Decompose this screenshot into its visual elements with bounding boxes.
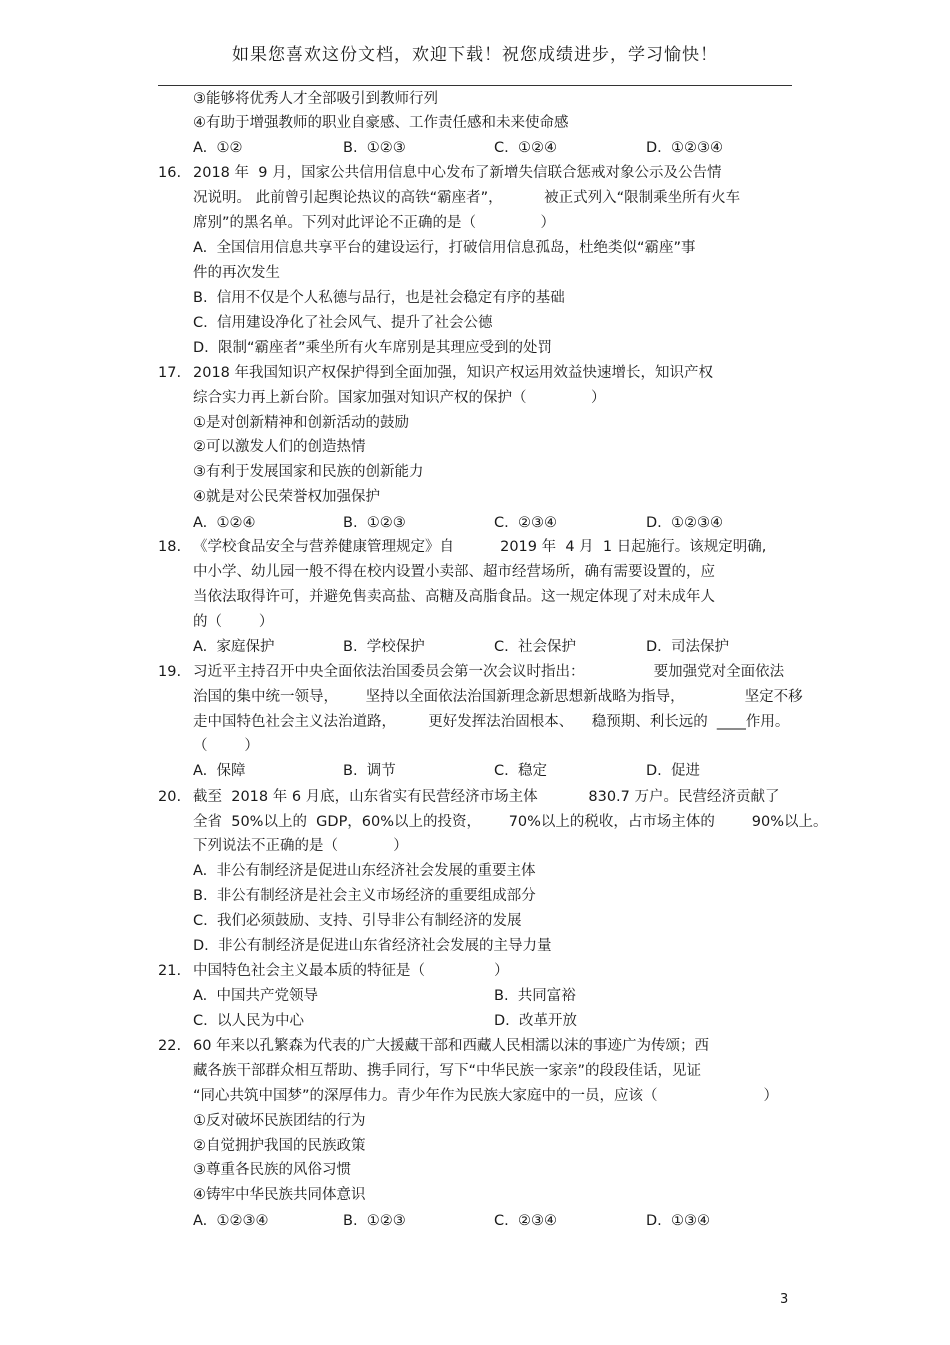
q22-item-3: ③尊重各民族的风俗习惯 [193, 1162, 351, 1178]
q15-option-c: C. ①②④ [494, 140, 557, 156]
q22-stem-line: 藏各族干部群众相互帮助、携手同行，写下“中华民族一家亲”的段段佳话，见证 [193, 1063, 702, 1079]
q16-option-d: D. 限制“霸座者”乘坐所有火车席别是其理应受到的处罚 [193, 340, 553, 356]
q16-option-a: A. 全国信用信息共享平台的建设运行，打破信用信息孤岛，杜绝类似“霸座”事 [193, 240, 696, 256]
page-header: 如果您喜欢这份文档，欢迎下载！祝您成绩进步，学习愉快！ [232, 45, 718, 65]
q22-option-d: D. ①③④ [646, 1213, 710, 1229]
q19-option-c: C. 稳定 [494, 763, 547, 779]
q18-stem-line: 中小学、幼儿园一般不得在校内设置小卖部、超市经营场所，确有需要设置的，应 [193, 564, 715, 580]
q15-option-a: A. ①② [193, 140, 243, 156]
q18-stem-line: 《学校食品安全与营养健康管理规定》自 2019 年 4 月 1 日起施行。该规定明确, [193, 539, 767, 555]
q22-option-a: A. ①②③④ [193, 1213, 269, 1229]
q20-stem-line: 截至 2018 年 6 月底，山东省实有民营经济市场主体 830.7 万户。民营经济贡献了 [193, 789, 780, 805]
q17-option-a: A. ①②④ [193, 515, 256, 531]
q22-item-2: ②自觉拥护我国的民族政策 [193, 1138, 366, 1154]
q20-option-a: A. 非公有制经济是促进山东经济社会发展的重要主体 [193, 863, 536, 879]
q16-stem-line: 2018 年 9 月，国家公共信用信息中心发布了新增失信联合惩戒对象公示及公告情 [193, 165, 722, 181]
q17-stem-line: 综合实力再上新台阶。国家加强对知识产权的保护（ ） [193, 390, 606, 406]
q18-stem-line: 当依法取得许可，并避免售卖高盐、高糖及高脂食品。这一规定体现了对未成年人 [193, 589, 715, 605]
q18-option-a: A. 家庭保护 [193, 639, 275, 655]
q17-item-3: ③有利于发展国家和民族的创新能力 [193, 464, 424, 480]
q17-stem-line: 2018 年我国知识产权保护得到全面加强，知识产权运用效益快速增长，知识产权 [193, 365, 714, 381]
q15-option-d: D. ①②③④ [646, 140, 723, 156]
q16-option-c: C. 信用建设净化了社会风气、提升了社会公德 [193, 315, 493, 331]
q15-item-3: ③能够将优秀人才全部吸引到教师行列 [193, 91, 438, 107]
q19-stem-line: 走中国特色社会主义法治道路， 更好发挥法治固根本、 稳预期、利长远的 ____作用。 [193, 714, 790, 730]
q22-option-c: C. ②③④ [494, 1213, 557, 1229]
q17-option-d: D. ①②③④ [646, 515, 723, 531]
q19-stem-line: 习近平主持召开中央全面依法治国委员会第一次会议时指出： 要加强党对全面依法 [193, 664, 785, 680]
q19-option-b: B. 调节 [343, 763, 396, 779]
q22-item-1: ①反对破坏民族团结的行为 [193, 1113, 366, 1129]
q17-option-c: C. ②③④ [494, 515, 557, 531]
q22-number: 22. [158, 1038, 182, 1054]
q21-option-a: A. 中国共产党领导 [193, 988, 318, 1004]
q20-option-d: D. 非公有制经济是促进山东省经济社会发展的主导力量 [193, 938, 552, 954]
page-number: 3 [780, 1292, 789, 1307]
q19-stem-line: 治国的集中统一领导， 坚持以全面依法治国新理念新思想新战略为指导， 坚定不移 [193, 689, 803, 705]
q20-option-c: C. 我们必须鼓励、支持、引导非公有制经济的发展 [193, 913, 522, 929]
q18-number: 18. [158, 539, 182, 555]
q17-item-4: ④就是对公民荣誉权加强保护 [193, 489, 380, 505]
q18-option-c: C. 社会保护 [494, 639, 576, 655]
q19-option-d: D. 促进 [646, 763, 700, 779]
q22-stem-line: 60 年来以孔繁森为代表的广大援藏干部和西藏人民相濡以沫的事迹广为传颂；西 [193, 1038, 710, 1054]
q21-option-c: C. 以人民为中心 [193, 1013, 304, 1029]
q21-number: 21. [158, 963, 182, 979]
q15-item-4: ④有助于增强教师的职业自豪感、工作责任感和未来使命感 [193, 115, 569, 131]
q16-number: 16. [158, 165, 182, 181]
q20-stem-line: 全省 50%以上的 GDP，60%以上的投资， 70%以上的税收，占市场主体的 90%以上。 [193, 814, 828, 830]
q19-option-a: A. 保障 [193, 763, 246, 779]
q16-stem-line: 况说明。 此前曾引起舆论热议的高铁“霸座者”， 被正式列入“限制乘坐所有火车 [193, 190, 741, 206]
q20-number: 20. [158, 789, 182, 805]
q21-option-b: B. 共同富裕 [494, 988, 576, 1004]
q16-option-b: B. 信用不仅是个人私德与品行，也是社会稳定有序的基础 [193, 290, 565, 306]
header-rule [158, 85, 792, 86]
q17-number: 17. [158, 365, 182, 381]
q18-option-b: B. 学校保护 [343, 639, 425, 655]
q21-option-d: D. 改革开放 [494, 1013, 577, 1029]
q22-item-4: ④铸牢中华民族共同体意识 [193, 1187, 366, 1203]
q20-option-b: B. 非公有制经济是社会主义市场经济的重要组成部分 [193, 888, 536, 904]
q21-stem-line: 中国特色社会主义最本质的特征是（ ） [193, 963, 509, 979]
q20-stem-line: 下列说法不正确的是（ ） [193, 838, 408, 854]
q19-stem-line: （ ） [193, 738, 259, 754]
q16-option-a-cont: 件的再次发生 [193, 265, 280, 281]
q17-option-b: B. ①②③ [343, 515, 406, 531]
q19-number: 19. [158, 664, 182, 680]
q17-item-1: ①是对创新精神和创新活动的鼓励 [193, 415, 409, 431]
q18-stem-line: 的（ ） [193, 614, 274, 630]
q16-stem-line: 席别”的黑名单。下列对此评论不正确的是（ ） [193, 215, 556, 231]
q15-option-b: B. ①②③ [343, 140, 406, 156]
q17-item-2: ②可以激发人们的创造热情 [193, 439, 366, 455]
q18-option-d: D. 司法保护 [646, 639, 729, 655]
q22-stem-line: “同心共筑中国梦”的深厚伟力。青少年作为民族大家庭中的一员，应该（ ） [193, 1088, 779, 1104]
q22-option-b: B. ①②③ [343, 1213, 406, 1229]
